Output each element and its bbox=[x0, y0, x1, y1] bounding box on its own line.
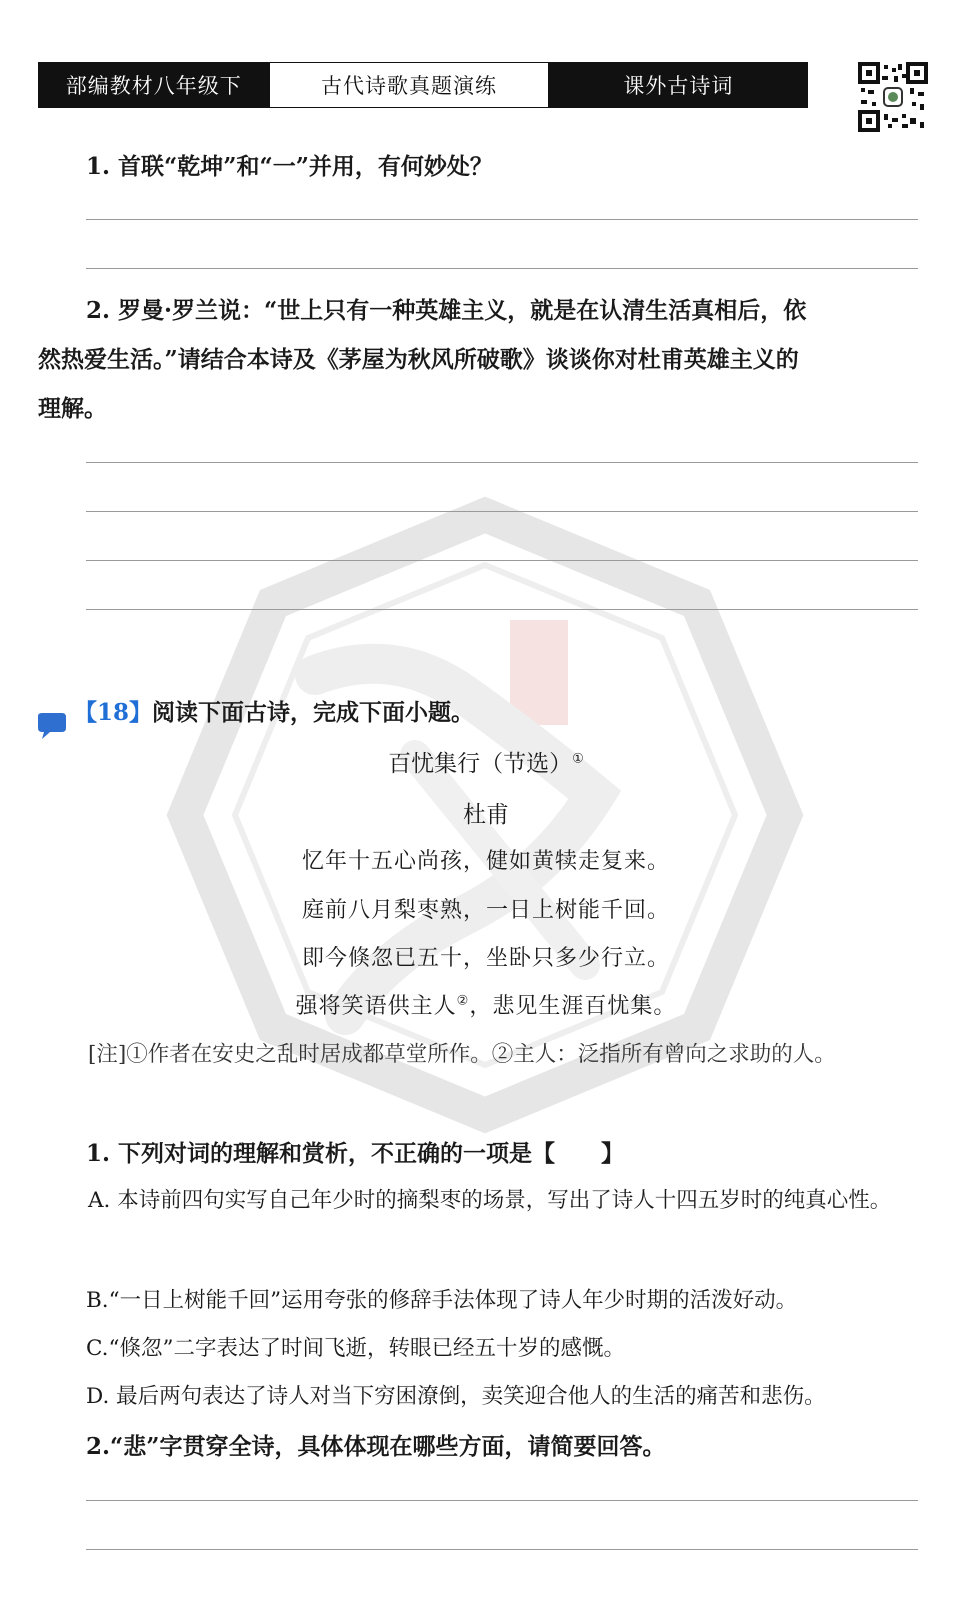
option-b: B.“一日上树能千回”运用夸张的修辞手法体现了诗人年少时期的活泼好动。 bbox=[86, 1288, 798, 1313]
subquestion-1: 1. 下列对词的理解和赏析，不正确的一项是【 】 bbox=[86, 1140, 625, 1167]
footnote-marker: ① bbox=[572, 751, 584, 767]
answer-line[interactable] bbox=[86, 219, 918, 220]
option-a: A. 本诗前四句实写自己年少时的摘梨枣的场景，写出了诗人十四五岁时的纯真心性。 bbox=[88, 1188, 892, 1213]
poem-line-part: ，悲见生涯百忧集。 bbox=[469, 994, 677, 1019]
question-18-heading bbox=[74, 694, 474, 727]
question-romain-rolland-cont: 理解。 bbox=[38, 395, 107, 422]
poem-line: 庭前八月梨枣熟，一日上树能千回。 bbox=[301, 898, 670, 923]
header-bar bbox=[38, 62, 808, 108]
poem-footnote: [注]①作者在安史之乱时居成都草堂所作。②主人：泛指所有曾向之求助的人。 bbox=[88, 1042, 836, 1067]
poem-line-part: 强将笑语供主人 bbox=[295, 994, 457, 1019]
question-romain-rolland-cont: 然热爱生活。”请结合本诗及《茅屋为秋风所破歌》谈谈你对杜甫英雄主义的 bbox=[38, 346, 799, 373]
poem-line bbox=[0, 989, 972, 1020]
option-d: D. 最后两句表达了诗人对当下穷困潦倒，卖笑迎合他人的生活的痛苦和悲伤。 bbox=[86, 1384, 826, 1409]
answer-line[interactable] bbox=[86, 560, 918, 561]
answer-line[interactable] bbox=[86, 1549, 918, 1550]
answer-line[interactable] bbox=[86, 511, 918, 512]
question-romain-rolland: 2. 罗曼·罗兰说：“世上只有一种英雄主义，就是在认清生活真相后，依 bbox=[86, 297, 807, 324]
answer-line[interactable] bbox=[86, 609, 918, 610]
answer-line[interactable] bbox=[86, 268, 918, 269]
option-c: C.“倏忽”二字表达了时间飞逝，转眼已经五十岁的感慨。 bbox=[86, 1336, 626, 1361]
answer-line[interactable] bbox=[86, 1500, 918, 1501]
poem-title-text: 百忧集行（节选） bbox=[388, 751, 573, 777]
header-grade-label: 部编教材八年级下 bbox=[39, 63, 268, 107]
poem-line: 忆年十五心尚孩，健如黄犊走复来。 bbox=[301, 849, 670, 874]
qr-code-icon[interactable] bbox=[858, 62, 928, 132]
subquestion-2: 2.“悲”字贯穿全诗，具体体现在哪些方面，请简要回答。 bbox=[86, 1433, 666, 1460]
header-section-title: 古代诗歌真题演练 bbox=[268, 63, 549, 107]
answer-line[interactable] bbox=[86, 462, 918, 463]
poem-line: 即今倏忽已五十，坐卧只多少行立。 bbox=[301, 946, 670, 971]
footnote-marker: ② bbox=[456, 993, 470, 1009]
question-instruction: 阅读下面古诗，完成下面小题。 bbox=[152, 699, 475, 726]
question-qiankun: 1. 首联“乾坤”和“一”并用，有何妙处？ bbox=[86, 153, 493, 180]
poem-author: 杜甫 bbox=[463, 802, 509, 828]
poem-title bbox=[0, 745, 972, 778]
header-category-label: 课外古诗词 bbox=[550, 63, 807, 107]
bookmark-tag-icon bbox=[36, 712, 68, 740]
question-number: 【18】 bbox=[74, 699, 153, 726]
